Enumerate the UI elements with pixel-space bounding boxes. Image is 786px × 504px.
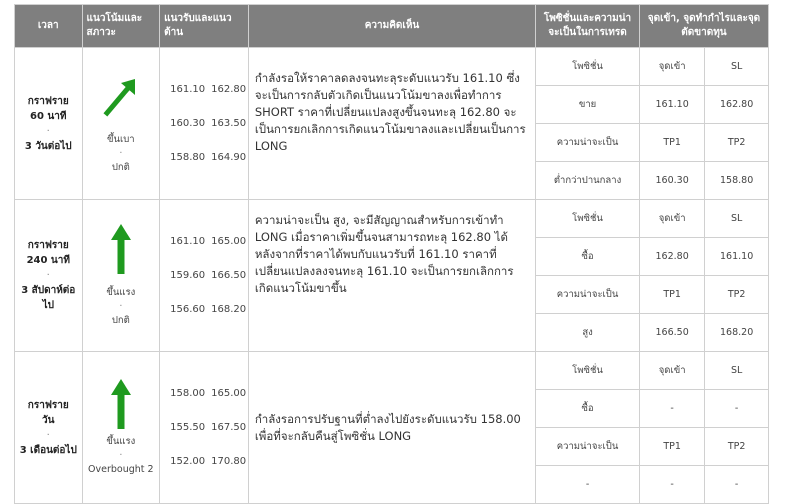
table-row bbox=[15, 48, 769, 200]
position-label: โพซิชั่น bbox=[536, 48, 639, 86]
sl-label: SL bbox=[705, 352, 768, 390]
resistance-value: 164.90 bbox=[211, 152, 247, 163]
tp2-value: - bbox=[705, 466, 768, 504]
tp1-value: 166.50 bbox=[640, 314, 705, 352]
position-value: ขาย bbox=[536, 86, 639, 124]
position-value: ซื้อ bbox=[536, 238, 639, 276]
sl-value: 161.10 bbox=[705, 238, 768, 276]
entry-value: 161.10 bbox=[640, 86, 705, 124]
table-row bbox=[15, 352, 769, 504]
entry-label: จุดเข้า bbox=[640, 200, 705, 238]
resistance-value: 165.00 bbox=[211, 388, 247, 399]
up-arrow-icon bbox=[109, 224, 133, 274]
tp1-value: 160.30 bbox=[640, 162, 705, 200]
sl-label: SL bbox=[705, 48, 768, 86]
entry-label: จุดเข้า bbox=[640, 48, 705, 86]
support-value: 156.60 bbox=[170, 304, 206, 315]
entry-value: 162.80 bbox=[640, 238, 705, 276]
trade-grid bbox=[536, 352, 768, 503]
tp1-value: - bbox=[640, 466, 705, 504]
levels-cell bbox=[160, 352, 249, 504]
level-row bbox=[170, 107, 247, 141]
support-value: 161.10 bbox=[170, 236, 206, 247]
trade-grid bbox=[536, 48, 768, 199]
probability-value: - bbox=[536, 466, 639, 504]
position-value: ซื้อ bbox=[536, 390, 639, 428]
separator-dot: · bbox=[46, 270, 50, 281]
level-row bbox=[170, 377, 247, 411]
header-levels: แนวรับและแนวต้าน bbox=[160, 5, 249, 48]
sl-label: SL bbox=[705, 200, 768, 238]
resistance-value: 165.00 bbox=[211, 236, 247, 247]
table-row bbox=[15, 200, 769, 352]
probability-value: ต่ำกว่าปานกลาง bbox=[536, 162, 639, 200]
trade-cell bbox=[536, 352, 769, 504]
separator-dot: · bbox=[119, 449, 123, 461]
timeframe-period: 240 นาที bbox=[26, 255, 70, 266]
trade-cell bbox=[536, 200, 769, 352]
tp1-label: TP1 bbox=[640, 124, 705, 162]
probability-label: ความน่าจะเป็น bbox=[536, 276, 639, 314]
trend-strength: ขึ้นแรง bbox=[106, 286, 136, 298]
levels-cell bbox=[160, 48, 249, 200]
probability-label: ความน่าจะเป็น bbox=[536, 428, 639, 466]
resistance-value: 163.50 bbox=[211, 118, 247, 129]
tp2-value: 158.80 bbox=[705, 162, 768, 200]
support-value: 161.10 bbox=[170, 84, 206, 95]
trend-strength: ขึ้นแรง bbox=[106, 435, 136, 447]
comment-cell: ความน่าจะเป็น สูง, จะมีสัญญาณสำหรับการเข้าทำ LONG เมื่อราคาเพิ่มขึ้นจนสามารถทะลุ 162.80 ได้ หลังจากที่ราคาได้พบกับแนวรับที่ 161.10 ราคาที่เปลี่ยนแปลงลงจนทะลุ 161.10 จะเป็นการยกเลิกการเกิดแนวโน้มขาขึ้น bbox=[248, 200, 535, 352]
timeframe-horizon: 3 วันต่อไป bbox=[24, 140, 72, 152]
separator-dot: · bbox=[46, 125, 50, 137]
levels-cell bbox=[160, 200, 249, 352]
timeframe-label: กราฟราย bbox=[27, 95, 69, 107]
level-row bbox=[170, 73, 247, 107]
tp1-label: TP1 bbox=[640, 428, 705, 466]
support-value: 158.80 bbox=[170, 152, 206, 163]
tp1-label: TP1 bbox=[640, 276, 705, 314]
probability-label: ความน่าจะเป็น bbox=[536, 124, 639, 162]
trade-grid bbox=[536, 200, 768, 351]
diagonal-up-arrow-icon bbox=[101, 73, 141, 119]
comment-cell: กำลังรอให้ราคาลดลงจนทะลุระดับแนวรับ 161.10 ซึ่งจะเป็นการกลับตัวเกิดเป็นแนวโน้มขาลงเพื่อทำการ SHORT ราคาที่เปลี่ยนแปลงสูงขึ้นจนทะลุ 162.80 จะเป็นการยกเลิกการเกิดแนวโน้มขาลงและเปลี่ยนเป็นการ LONG bbox=[248, 48, 535, 200]
header-position: โพซิชั่นและความน่าจะเป็นในการเทรด bbox=[536, 5, 640, 48]
support-value: 159.60 bbox=[170, 270, 206, 281]
tp2-label: TP2 bbox=[705, 428, 768, 466]
separator-dot: · bbox=[119, 147, 123, 159]
timeframe-horizon: 3 สัปดาห์ต่อไป bbox=[21, 285, 76, 311]
timeframe-label: กราฟราย bbox=[27, 399, 69, 411]
support-value: 155.50 bbox=[170, 422, 206, 433]
level-row bbox=[170, 141, 247, 175]
resistance-value: 167.50 bbox=[211, 422, 247, 433]
header-time: เวลา bbox=[15, 5, 83, 48]
probability-value: สูง bbox=[536, 314, 639, 352]
position-label: โพซิชั่น bbox=[536, 200, 639, 238]
trend-cell bbox=[82, 200, 160, 352]
resistance-value: 170.80 bbox=[211, 456, 247, 467]
entry-value: - bbox=[640, 390, 705, 428]
forecast-table bbox=[14, 4, 769, 504]
up-arrow-icon bbox=[109, 379, 133, 429]
resistance-value: 162.80 bbox=[211, 84, 247, 95]
trend-cell bbox=[82, 352, 160, 504]
timeframe-label: กราฟราย bbox=[27, 240, 69, 251]
timeframe-horizon: 3 เดือนต่อไป bbox=[19, 444, 77, 456]
support-value: 160.30 bbox=[170, 118, 206, 129]
comment-cell: กำลังรอการปรับฐานที่ต่ำลงไปยังระดับแนวรับ 158.00 เพื่อที่จะกลับคืนสู่โพซิชั่น LONG bbox=[248, 352, 535, 504]
header-entry: จุดเข้า, จุดทำกำไรและจุดตัดขาดทุน bbox=[639, 5, 768, 48]
level-row bbox=[170, 445, 247, 479]
separator-dot: · bbox=[119, 300, 123, 312]
trade-cell bbox=[536, 48, 769, 200]
position-label: โพซิชั่น bbox=[536, 352, 639, 390]
trend-cell bbox=[82, 48, 160, 200]
timeframe-period: วัน bbox=[42, 414, 55, 426]
level-row bbox=[170, 259, 247, 293]
tp2-value: 168.20 bbox=[705, 314, 768, 352]
tp2-label: TP2 bbox=[705, 276, 768, 314]
support-value: 152.00 bbox=[170, 456, 206, 467]
support-value: 158.00 bbox=[170, 388, 206, 399]
resistance-value: 168.20 bbox=[211, 304, 247, 315]
level-row bbox=[170, 293, 247, 327]
resistance-value: 166.50 bbox=[211, 270, 247, 281]
level-row bbox=[170, 411, 247, 445]
trend-state: ปกติ bbox=[111, 161, 130, 173]
entry-label: จุดเข้า bbox=[640, 352, 705, 390]
trend-strength: ขึ้นเบา bbox=[107, 133, 135, 145]
timeframe-cell bbox=[15, 48, 83, 200]
timeframe-period: 60 นาที bbox=[30, 110, 67, 122]
sl-value: 162.80 bbox=[705, 86, 768, 124]
header-comment: ความคิดเห็น bbox=[248, 5, 535, 48]
trend-state: ปกติ bbox=[111, 314, 130, 326]
level-row bbox=[170, 225, 247, 259]
timeframe-cell bbox=[15, 352, 83, 504]
tp2-label: TP2 bbox=[705, 124, 768, 162]
header-trend: แนวโน้มและสภาวะ bbox=[82, 5, 160, 48]
trend-state: Overbought 2 bbox=[88, 463, 154, 475]
timeframe-cell bbox=[15, 200, 83, 352]
separator-dot: · bbox=[46, 429, 50, 441]
sl-value: - bbox=[705, 390, 768, 428]
header-row bbox=[15, 5, 769, 48]
